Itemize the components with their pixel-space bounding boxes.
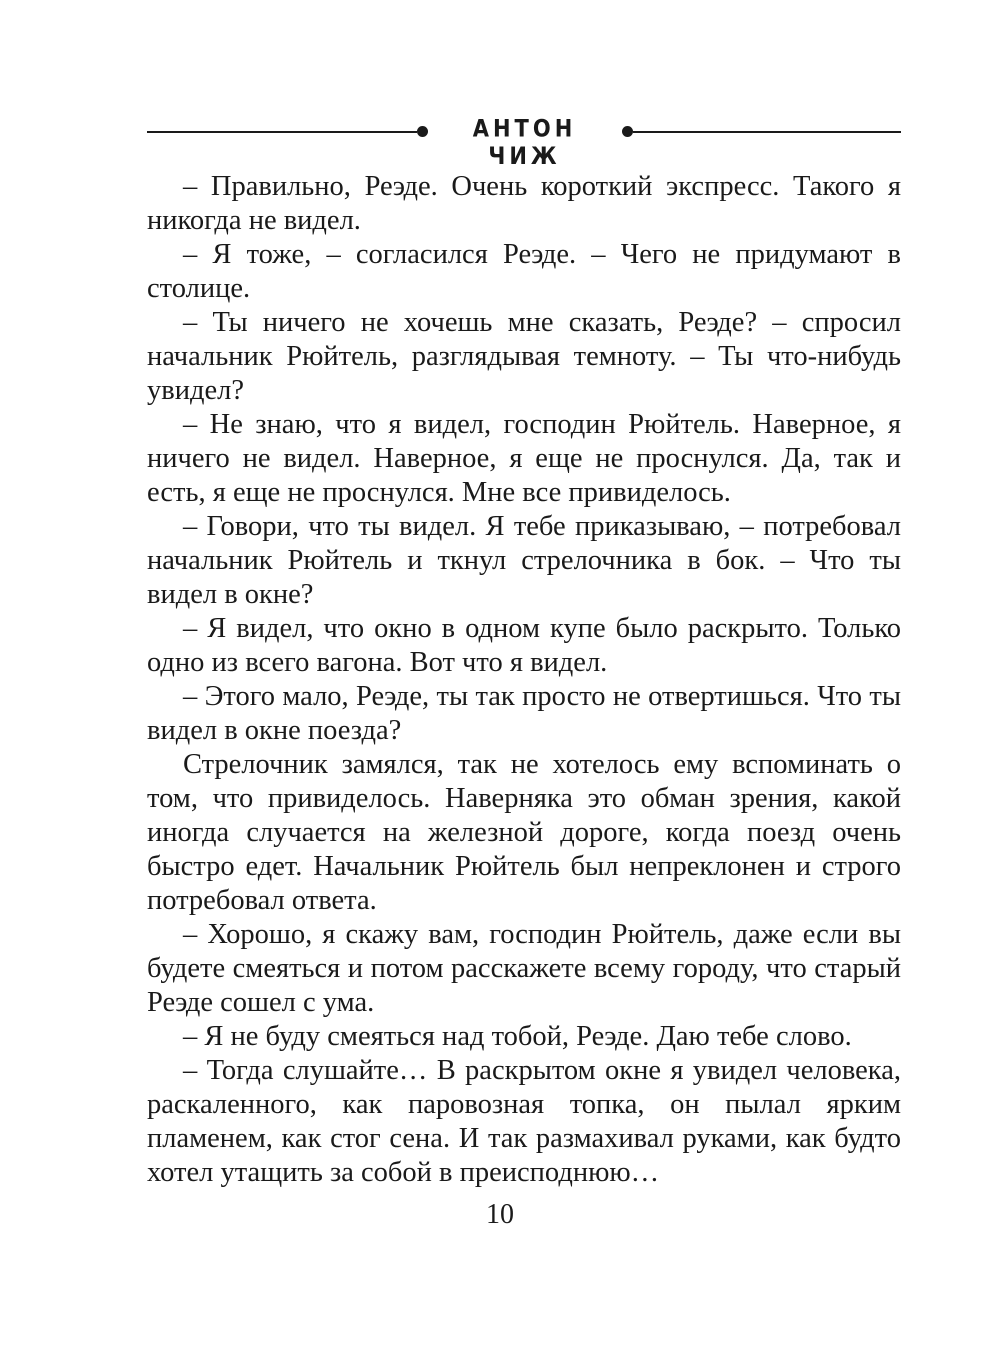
- body-text: [147, 170, 901, 1190]
- header-rule-left: [147, 131, 417, 133]
- paragraph: – Ты ничего не хочешь мне сказать, Реэде? – спросил начальник Рюйтель, разглядывая темноту. – Ты что-нибудь увидел?: [147, 307, 901, 406]
- paragraph: – Я видел, что окно в одном купе было раскрыто. Только одно из всего вагона. Вот что я видел.: [147, 613, 901, 678]
- paragraph: Стрелочник замялся, так не хотелось ему вспоминать о том, что привиделось. Наверняка это обман зрения, какой иногда случается на железной дороге, когда поезд очень быстро едет. Начальник Рюйтель был непреклонен и строго потребовал ответа.: [147, 749, 901, 916]
- paragraph: – Тогда слушайте… В раскрытом окне я увидел человека, раскаленного, как паровозная топка, он пылал ярким пламенем, как стог сена. И так размахивал руками, как будто хотел утащить за собой в преисподнюю…: [147, 1055, 901, 1188]
- page-number: 10: [486, 1199, 514, 1230]
- header-dot-left: [417, 126, 428, 137]
- paragraph: – Хорошо, я скажу вам, господин Рюйтель, даже если вы будете смеяться и потом расскажете всему городу, что старый Реэде сошел с ума.: [147, 919, 901, 1018]
- paragraph: – Этого мало, Реэде, ты так просто не отвертишься. Что ты видел в окне поезда?: [147, 681, 901, 746]
- running-header: [147, 114, 901, 170]
- paragraph: – Я тоже, – согласился Реэде. – Чего не придумают в столице.: [147, 239, 901, 304]
- paragraph: – Я не буду смеяться над тобой, Реэде. Даю тебе слово.: [183, 1021, 852, 1052]
- paragraph: – Не знаю, что я видел, господин Рюйтель. Наверное, я ничего не видел. Наверное, я еще не проснулся. Да, так и есть, я еще не проснулся. Мне все привиделось.: [147, 409, 901, 508]
- header-rule-right: [633, 131, 901, 133]
- header-dot-right: [622, 126, 633, 137]
- paragraph: – Говори, что ты видел. Я тебе приказываю, – потребовал начальник Рюйтель и ткнул стрелочника в бок. – Что ты видел в окне?: [147, 511, 901, 610]
- author-name: АНТОН ЧИЖ: [472, 114, 577, 170]
- paragraph: – Правильно, Реэде. Очень короткий экспресс. Такого я никогда не видел.: [147, 171, 901, 236]
